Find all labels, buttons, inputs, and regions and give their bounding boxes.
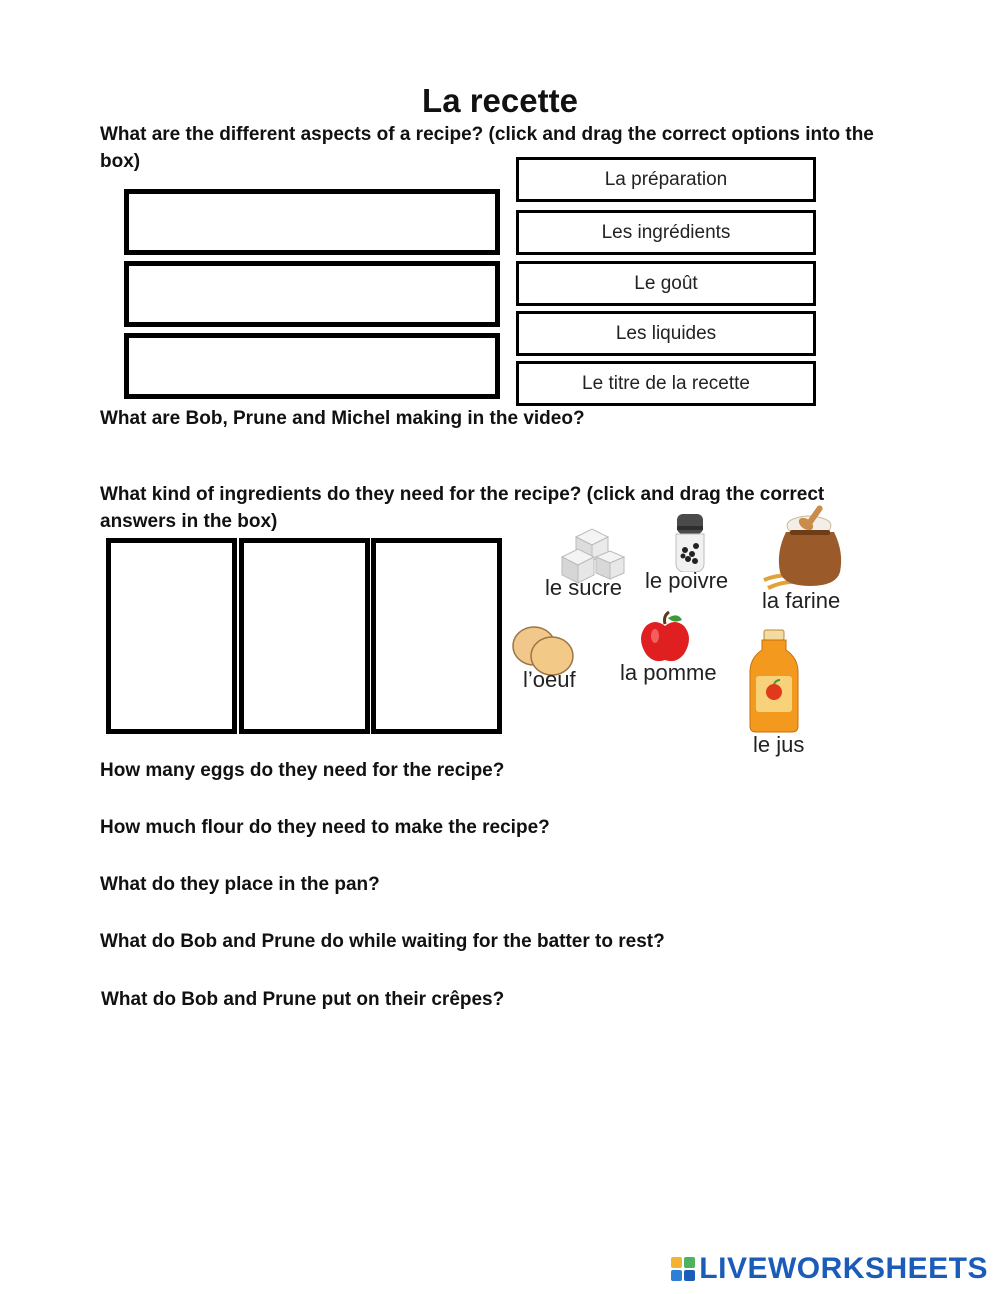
ingredient-poivre[interactable]: [642, 512, 742, 596]
logo-text: LIVEWORKSHEETS: [699, 1252, 988, 1285]
drop-box-ingredient-3[interactable]: [371, 538, 502, 734]
ingredient-label-farine: la farine: [762, 588, 841, 613]
ingredient-jus[interactable]: [748, 628, 818, 762]
ingredient-label-jus: le jus: [753, 732, 805, 757]
question-crepes: What do Bob and Prune put on their crêpes?: [101, 989, 505, 1010]
liveworksheets-logo-mark-icon: [671, 1257, 695, 1281]
ingredient-pomme[interactable]: [618, 610, 733, 690]
drop-box-aspect-1[interactable]: [124, 189, 500, 255]
drop-box-ingredient-1[interactable]: [106, 538, 237, 734]
drop-box-aspect-3[interactable]: [124, 333, 500, 399]
question-eggs: How many eggs do they need for the recipe?: [100, 760, 505, 781]
ingredient-oeuf[interactable]: [510, 622, 590, 698]
question-pan: What do they place in the pan?: [100, 874, 380, 895]
option-liquides[interactable]: Les liquides: [516, 311, 816, 356]
question-flour: How much flour do they need to make the recipe?: [100, 817, 550, 838]
ingredient-label-pomme: la pomme: [620, 660, 717, 685]
ingredient-label-sucre: le sucre: [545, 575, 623, 600]
flour-sack-icon: [760, 502, 850, 592]
pepper-shaker-icon: [670, 512, 710, 572]
ingredient-label-oeuf: l’oeuf: [523, 667, 576, 692]
apple-icon: [640, 610, 690, 664]
liveworksheets-logo: [671, 1252, 988, 1286]
question-ingredients: What kind of ingredients do they need for the recipe? (click and drag the correct answers in the box): [100, 484, 825, 532]
option-gout[interactable]: Le goût: [516, 261, 816, 306]
option-preparation[interactable]: La préparation: [516, 157, 816, 202]
ingredient-label-poivre: le poivre: [645, 568, 729, 593]
ingredient-farine[interactable]: [760, 502, 860, 614]
question-waiting: What do Bob and Prune do while waiting for the batter to rest?: [100, 931, 665, 952]
option-titre[interactable]: Le titre de la recette: [516, 361, 816, 406]
juice-bottle-icon: [748, 628, 800, 734]
page-title: La recette: [422, 82, 578, 119]
ingredient-sucre[interactable]: [544, 527, 634, 607]
drop-box-ingredient-2[interactable]: [239, 538, 370, 734]
question-what-making: What are Bob, Prune and Michel making in the video?: [100, 408, 585, 429]
question-recipe-aspects: What are the different aspects of a recipe? (click and drag the correct options into the box): [100, 124, 874, 172]
option-ingredients[interactable]: Les ingrédients: [516, 210, 816, 255]
drop-box-aspect-2[interactable]: [124, 261, 500, 327]
